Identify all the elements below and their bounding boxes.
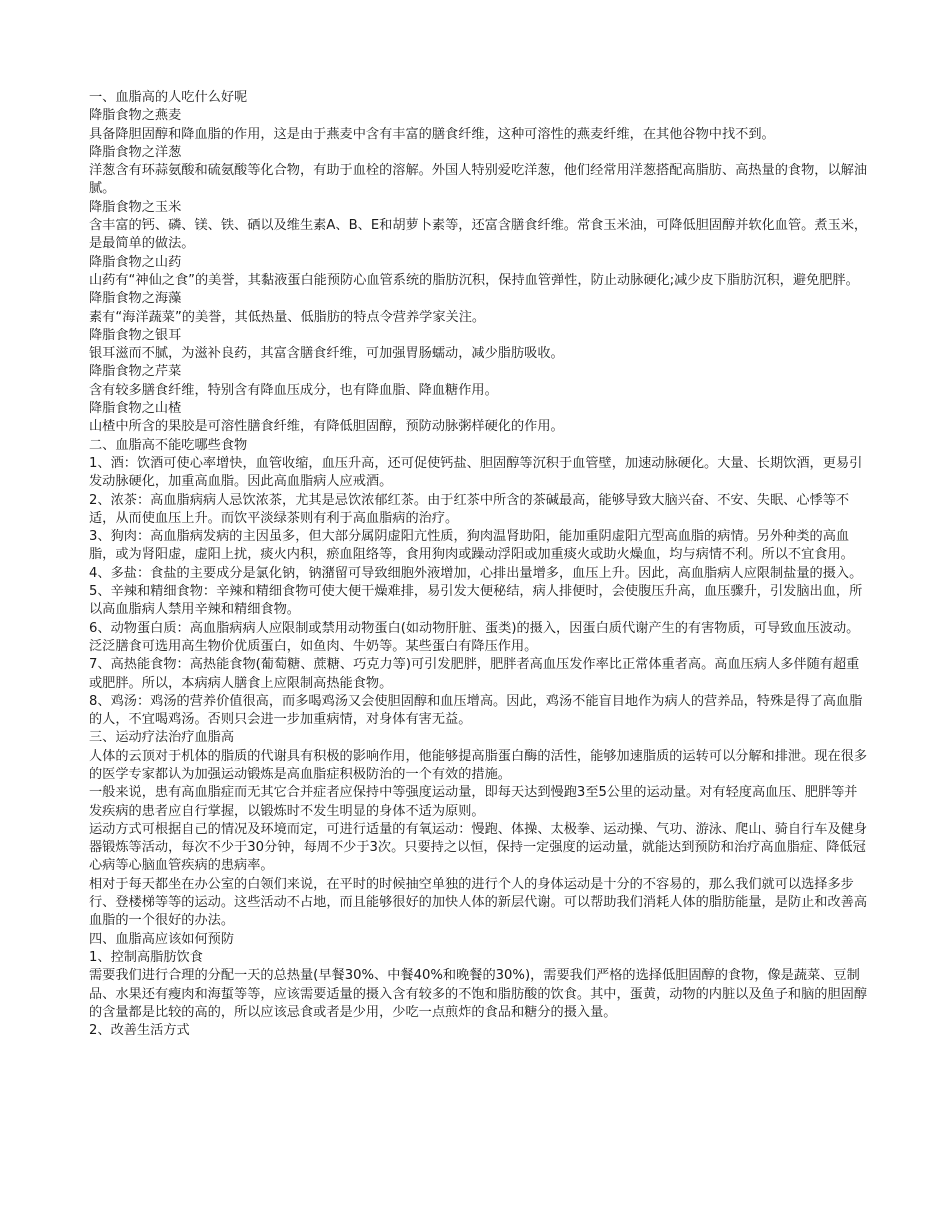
list-item: 7、高热能食物：高热能食物(葡萄糖、蔗糖、巧克力等)可引发肥胖，肥胖者高血压发作率比正常体重者高。高血压病人多伴随有超重或肥胖。所以，本病病人膳食上应限制高热能食物。: [89, 657, 860, 691]
paragraph: 洋葱含有环蒜氨酸和硫氨酸等化合物，有助于血栓的溶解。外国人特别爱吃洋葱，他们经常用洋葱搭配高脂肪、高热量的食物，以解油腻。: [89, 163, 868, 197]
list-item: 8、鸡汤：鸡汤的营养价值很高，而多喝鸡汤又会使胆固醇和血压增高。因此，鸡汤不能盲目地作为病人的营养品，特殊是得了高血脂的人，不宜喝鸡汤。否则只会进一步加重病情，对身体有害无益。: [89, 693, 863, 728]
list-item: 5、辛辣和精细食物：辛辣和精细食物可使大便干燥难排，易引发大便秘结，病人排便时，会使腹压升高，血压骤升，引发脑出血，所以高血脂病人禁用辛辣和精细食物。: [89, 584, 863, 618]
sub-heading: 1、控制高脂肪饮食: [89, 949, 203, 965]
list-item: 1、酒：饮酒可使心率增快，血管收缩，血压升高，还可促使钙盐、胆固醇等沉积于血管壁，加速动脉硬化。大量、长期饮酒，更易引发动脉硬化，加重高血脂。因此高血脂病人应戒酒。: [89, 455, 863, 490]
paragraph: 山楂中所含的果胶是可溶性膳食纤维，有降低胆固醇，预防动脉粥样硬化的作用。: [89, 419, 564, 435]
list-item: 6、动物蛋白质：高血脂病病人应限制或禁用动物蛋白(如动物肝脏、蛋类)的摄入，因蛋白质代谢产生的有害物质，可导致血压波动。泛泛膳食可选用高生物价优质蛋白，如鱼肉、牛奶等。某些蛋白有降压作用。: [89, 620, 860, 654]
paragraph: 人体的云顶对于机体的脂质的代谢具有积极的影响作用，他能够提高脂蛋白酶的活性，能够加速脂质的运转可以分解和排泄。现在很多的医学专家都认为加强运动锻炼是高血脂症积极防治的一个有效的措施。: [89, 748, 868, 782]
section-heading: 三、运动疗法治疗血脂高: [89, 730, 235, 746]
paragraph: 山药有“神仙之食”的美誉，其黏液蛋白能预防心血管系统的脂肪沉积，保持血管弹性，防止动脉硬化;减少皮下脂肪沉积，避免肥胖。: [89, 272, 859, 288]
section-heading: 二、血脂高不能吃哪些食物: [89, 437, 248, 453]
list-item: 2、浓茶：高血脂病病人忌饮浓茶，尤其是忌饮浓郁红茶。由于红茶中所含的茶碱最高，能够导致大脑兴奋、不安、失眠、心悸等不适，从而使血压上升。而饮平淡绿茶则有利于高血脂病的治疗。: [89, 492, 850, 526]
section-heading: 一、血脂高的人吃什么好呢: [89, 90, 248, 105]
paragraph: 一般来说，患有高血脂症而无其它合并症者应保持中等强度运动量，即每天达到慢跑3至5公里的运动量。对有轻度高血压、肥胖等并发疾病的患者应自行掌握，以锻炼时不发生明显的身体不适为原则。: [89, 785, 858, 819]
paragraph: 素有“海洋蔬菜”的美誉，其低热量、低脂肪的特点令营养学家关注。: [89, 309, 486, 325]
food-heading: 降脂食物之银耳: [89, 327, 182, 343]
list-item: 4、多盐：食盐的主要成分是氯化钠，钠潴留可导致细胞外液增加，心排出量增多，血压上升。因此，高血脂病人应限制盐量的摄入。: [89, 565, 863, 581]
food-heading: 降脂食物之芹菜: [89, 364, 182, 380]
paragraph: 需要我们进行合理的分配一天的总热量(早餐30%、中餐40%和晚餐的30%)，需要我们严格的选择低胆固醇的食物，像是蔬菜、豆制品、水果还有瘦肉和海蜇等等，应该需要适量的摄入含有较多的不饱和脂肪酸的饮食。其中，蛋黄，动物的内脏以及鱼子和脑的胆固醇的含量都是比较的高的，所以应该忌食或者是少用，少吃一点煎炸的食品和糖分的摄入量。: [89, 968, 868, 1020]
food-heading: 降脂食物之山楂: [89, 401, 182, 417]
paragraph: 含丰富的钙、磷、镁、铁、硒以及维生素A、B、E和胡萝卜素等，还富含膳食纤维。常食玉米油，可降低胆固醇并软化血管。煮玉米，是最简单的做法。: [89, 218, 868, 252]
food-heading: 降脂食物之燕麦: [89, 108, 182, 124]
sub-heading: 2、改善生活方式: [89, 1023, 190, 1039]
paragraph: 银耳滋而不腻，为滋补良药，其富含膳食纤维，可加强胃肠蠕动，减少脂肪吸收。: [89, 346, 564, 362]
paragraph: 相对于每天都坐在办公室的白领们来说，在平时的时候抽空单独的进行个人的身体运动是十分的不容易的，那么我们就可以选择多步行、登楼梯等等的运动。这些活动不占地，而且能够很好的加快人体的新层代谢。可以帮助我们消耗人体的脂肪能量，是防止和改善高血脂的一个很好的办法。: [89, 876, 868, 929]
paragraph: 含有较多膳食纤维，特别含有降血压成分，也有降血脂、降血糖作用。: [89, 382, 498, 398]
food-heading: 降脂食物之山药: [89, 254, 182, 270]
paragraph: 具备降胆固醇和降血脂的作用，这是由于燕麦中含有丰富的膳食纤维，这种可溶性的燕麦纤维，在其他谷物中找不到。: [89, 126, 775, 142]
section-heading: 四、血脂高应该如何预防: [89, 931, 235, 947]
food-heading: 降脂食物之洋葱: [89, 144, 182, 160]
food-heading: 降脂食物之玉米: [89, 199, 182, 215]
food-heading: 降脂食物之海藻: [89, 291, 182, 307]
paragraph: 运动方式可根据自己的情况及环境而定，可进行适量的有氧运动：慢跑、体操、太极拳、运动操、气功、游泳、爬山、骑自行车及健身器锻炼等活动，每次不少于30分钟，每周不少于3次。只要持之以恒，保持一定强度的运动量，就能达到预防和治疗高血脂症、降低冠心病等心脑血管疾病的患病率。: [89, 821, 868, 874]
document-body: [89, 89, 869, 1040]
list-item: 3、狗肉：高血脂病发病的主因虽多，但大部分属阴虚阳亢性质，狗肉温肾助阳，能加重阴虚阳亢型高血脂的病情。另外种类的高血脂，或为肾阳虚，虚阳上扰，痰火内积，瘀血阻络等，食用狗肉或躁动浮阳或加重痰火或助火燥血，均与病情不利。所以不宜食用。: [89, 529, 854, 563]
